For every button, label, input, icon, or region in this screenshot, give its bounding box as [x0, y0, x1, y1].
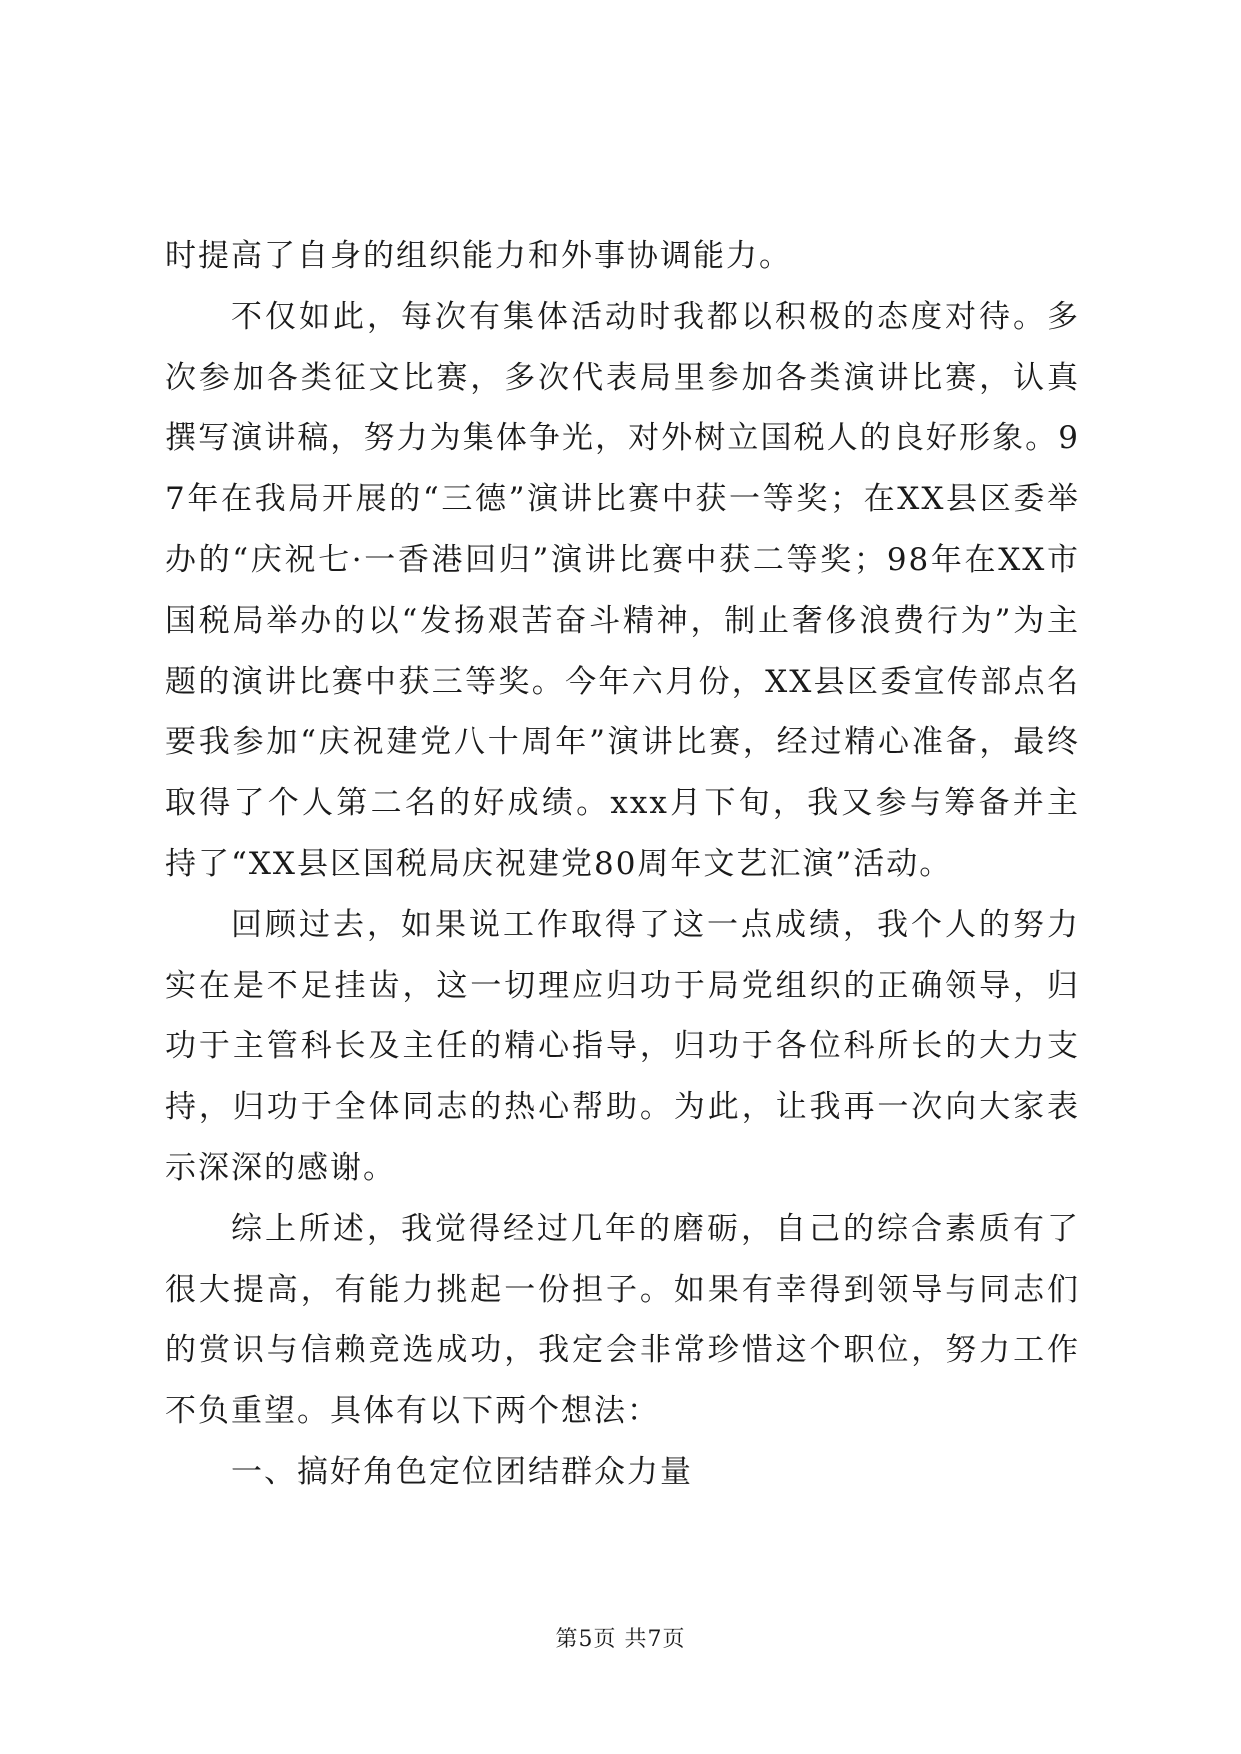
document-body [165, 226, 1080, 1503]
paragraph-review: 回顾过去，如果说工作取得了这一点成绩，我个人的努力实在是不足挂齿，这一切理应归功于局党组织的正确领导，归功于主管科长及主任的精心指导，归功于各位科所长的大力支持，归功于全体同志的热心帮助。为此，让我再一次向大家表示深深的感谢。 [165, 906, 1080, 1186]
paragraph-activities: 不仅如此，每次有集体活动时我都以积极的态度对待。多次参加各类征文比赛，多次代表局里参加各类演讲比赛，认真撰写演讲稿，努力为集体争光，对外树立国税人的良好形象。97年在我局开展的“三德”演讲比赛中获一等奖；在XX县区委举办的“庆祝七·一香港回归”演讲比赛中获二等奖；98年在XX市国税局举办的以“发扬艰苦奋斗精神，制止奢侈浪费行为”为主题的演讲比赛中获三等奖。今年六月份，XX县区委宣传部点名要我参加“庆祝建党八十周年”演讲比赛，经过精心准备，最终取得了个人第二名的好成绩。xxx月下旬，我又参与筹备并主持了“XX县区国税局庆祝建党80周年文艺汇演”活动。 [165, 298, 1080, 882]
page-footer: 第5页 共7页 [555, 1627, 686, 1652]
paragraph-summary: 综上所述，我觉得经过几年的磨砺，自己的综合素质有了很大提高，有能力挑起一份担子。如果有幸得到领导与同志们的赏识与信赖竞选成功，我定会非常珍惜这个职位，努力工作不负重望。具体有以下两个想法： [165, 1210, 1080, 1430]
paragraph-continuation: 时提高了自身的组织能力和外事协调能力。 [165, 238, 792, 274]
section-heading: 一、搞好角色定位团结群众力量 [231, 1453, 693, 1490]
